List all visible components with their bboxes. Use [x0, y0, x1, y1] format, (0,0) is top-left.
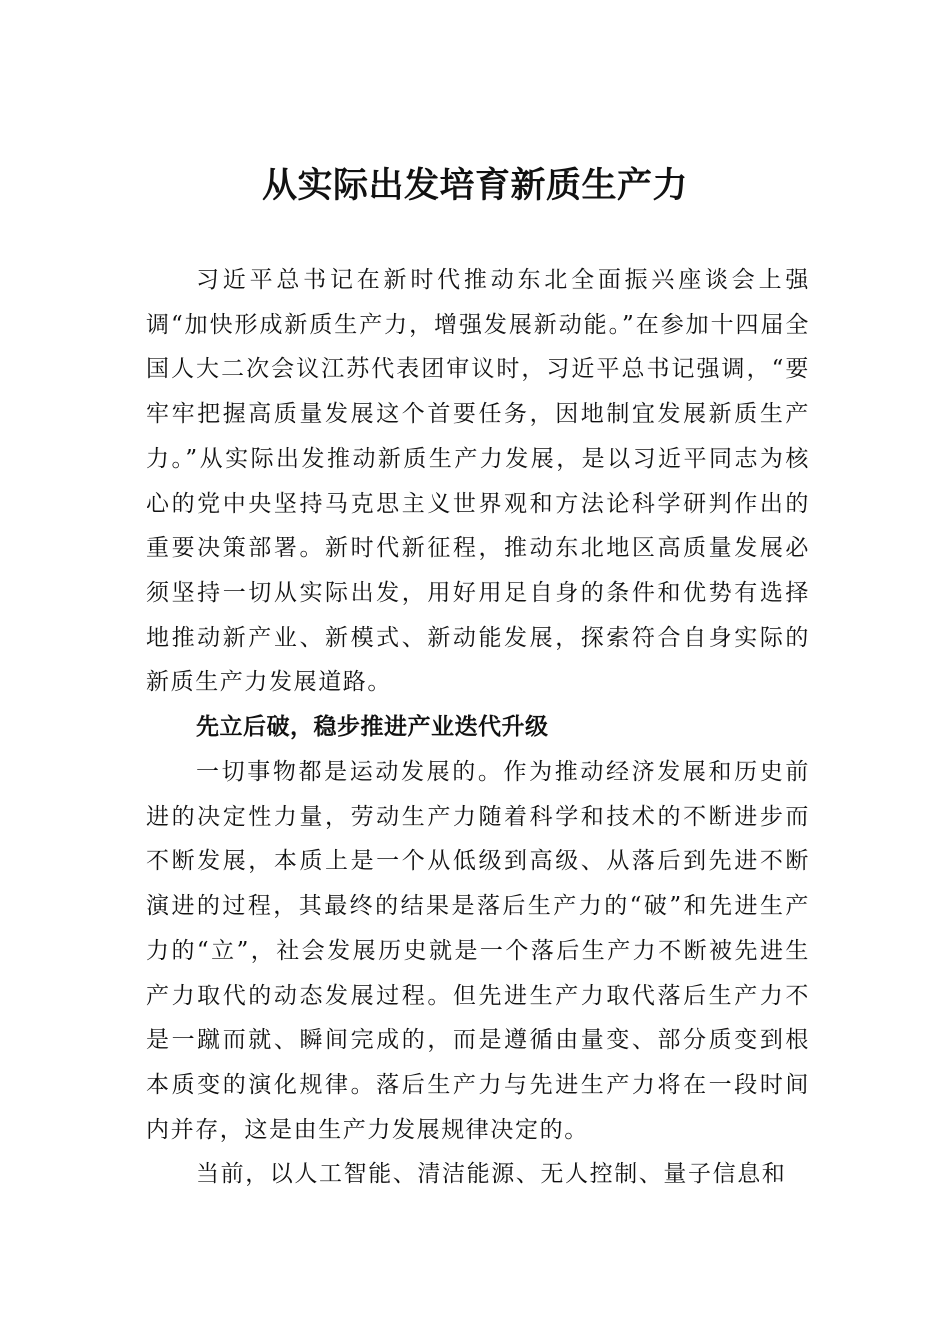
paragraph-section-2-start: 当前，以人工智能、清洁能源、无人控制、量子信息和: [196, 1161, 787, 1187]
paragraph-section-1: 一切事物都是运动发展的。作为推动经济发展和历史前进的决定性力量，劳动生产力随着科学和技术的不断进步而不断发展，本质上是一个从低级到高级、从落后到先进不断演进的过程，其最终的结果是落后生产力的“破”和先进生产力的“立”，社会发展历史就是一个落后生产力不断被先进生产力取代的动态发展过程。但先进生产力取代落后生产力不是一蹴而就、瞬间完成的，而是遵循由量变、部分质变到根本质变的演化规律。落后生产力与先进生产力将在一段时间内并存，这是由生产力发展规律决定的。: [146, 759, 810, 1143]
document-title: 从实际出发培育新质生产力: [261, 165, 688, 206]
section-heading: 先立后破，稳步推进产业迭代升级: [196, 714, 549, 740]
paragraph-intro: 习近平总书记在新时代推动东北全面振兴座谈会上强调“加快形成新质生产力，增强发展新动能。”在参加十四届全国人大二次会议江苏代表团审议时，习近平总书记强调，“要牢牢把握高质量发展这个首要任务，因地制宜发展新质生产力。”从实际出发推动新质生产力发展，是以习近平同志为核心的党中央坚持马克思主义世界观和方法论科学研判作出的重要决策部署。新时代新征程，推动东北地区高质量发展必须坚持一切从实际出发，用好用足自身的条件和优势有选择地推动新产业、新模式、新动能发展，探索符合自身实际的新质生产力发展道路。: [146, 267, 810, 696]
